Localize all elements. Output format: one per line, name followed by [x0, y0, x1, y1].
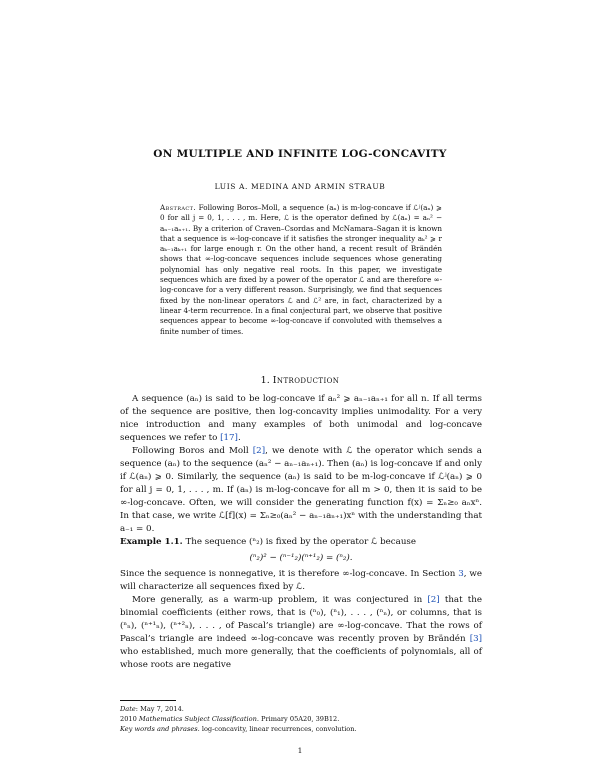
abstract	[160, 203, 442, 337]
example-1-1	[120, 536, 482, 549]
citation-link[interactable]: [17]	[220, 433, 238, 443]
footnote-keywords-value: log-concavity, linear recurrences, convolution.	[199, 725, 357, 733]
citation-link[interactable]: [3]	[469, 634, 482, 644]
body-text	[120, 393, 482, 672]
paragraph-3-text-b: , we will characterize all sequences fixed by ℒ.	[120, 569, 482, 592]
citation-link[interactable]: [2]	[427, 595, 440, 605]
paragraph-3	[120, 568, 482, 594]
paper-title: ON MULTIPLE AND INFINITE LOG-CONCAVITY	[153, 148, 447, 160]
footnote-msc-year: 2010	[120, 715, 139, 723]
paragraph-3-text-a: Since the sequence is nonnegative, it is therefore ∞-log-concave. In Section	[120, 569, 459, 579]
footnotes	[120, 700, 482, 734]
paragraph-4-text-c: who established, much more generally, that the coefficients of polynomials, all of whose roots are negative	[120, 647, 482, 670]
paragraph-2-text-a: Following Boros and Moll	[132, 446, 253, 456]
footnote-msc	[120, 714, 482, 724]
paragraph-4-text-a: More generally, as a warm-up problem, it was conjectured in	[132, 595, 428, 605]
footnote-date-label: Date	[120, 705, 136, 713]
section-number: 1.	[260, 375, 270, 386]
footnote-date-value: : May 7, 2014.	[135, 705, 184, 713]
abstract-label: Abstract.	[160, 203, 197, 212]
section-title: Introduction	[272, 375, 340, 386]
section-link[interactable]: 3	[458, 569, 464, 579]
footnote-keywords	[120, 724, 482, 734]
footnote-msc-value: Primary 05A20, 39B12.	[258, 715, 340, 723]
paragraph-4-text-b: that the binomial coefficients (either rows, that is (ⁿ₀), (ⁿ₁), . . . , (ⁿₙ), or columns, that is (ⁿₙ), (ⁿ⁺¹ₙ), (ⁿ⁺²ₙ), . . . , of Pascal’s triangle) are ∞-log-concave. That the rows of Pascal’s triangle are indeed ∞-log-concave was recently proven by Brändén	[120, 595, 482, 644]
footnote-date	[120, 704, 482, 714]
footnote-rule	[120, 700, 176, 701]
paragraph-2	[120, 445, 482, 536]
page-number: 1	[297, 746, 303, 755]
equation-display: (ⁿ₂)² − (ⁿ⁻¹₂)(ⁿ⁺¹₂) = (ⁿ₂).	[249, 553, 353, 563]
paragraph-1-text: A sequence (aₙ) is said to be log-concave if aₙ² ⩾ aₙ₋₁aₙ₊₁ for all n. If all terms of the sequence are positive, then log-concavity implies unimodality. For a very nice introduction and many examples of both unimodal and log-concave sequences we refer to	[120, 394, 482, 443]
paragraph-2-text-b: , we denote with ℒ the operator which sends a sequence (aₙ) to the sequence (aₙ² − aₙ₋₁aₙ₊₁). Then (aₙ) is log-concave if and only if ℒ(aₙ) ⩾ 0. Similarly, the sequence (aₙ) is said to be m-log-concave if ℒʲ(aₙ) ⩾ 0 for all j = 0, 1, . . . , m. If (aₙ) is m-log-concave for all m > 0, then it is said to be ∞-log-concave. Often, we will consider the generating function f(x) = Σₙ≥₀ aₙxⁿ. In that case, we write ℒ[f](x) = Σₙ≥₀(aₙ² − aₙ₋₁aₙ₊₁)xⁿ with the understanding that a₋₁ = 0.	[120, 446, 482, 534]
paragraph-4	[120, 594, 482, 672]
example-text: The sequence (ⁿ₂) is fixed by the operator ℒ because	[182, 537, 417, 547]
section-heading	[0, 375, 600, 386]
example-label: Example 1.1.	[120, 537, 183, 547]
paragraph-1-end: .	[237, 433, 241, 443]
paper-authors: LUIS A. MEDINA AND ARMIN STRAUB	[214, 182, 386, 191]
paragraph-1	[120, 393, 482, 445]
footnote-keywords-label: Key words and phrases.	[120, 725, 200, 733]
citation-link[interactable]: [2]	[252, 446, 266, 456]
abstract-text: Following Boros–Moll, a sequence (aₙ) is m-log-concave if ℒʲ(aₙ) ⩾ 0 for all j = 0, 1, . . . , m. Here, ℒ is the operator defined by ℒ(aₙ) = aₙ² − aₙ₋₁aₙ₊₁. By a criterion of Craven–Csordas and McNamara–Sagan it is known that a sequence is ∞-log-concave if it satisfies the stronger inequality aₖ² ⩾ r aₖ₋₁aₖ₊₁ for large enough r. On the other hand, a recent result of Brändén shows that ∞-log-concave sequences include sequences whose generating polynomial has only negative real roots. In this paper, we investigate sequences which are fixed by a power of the operator ℒ and are therefore ∞-log-concave for a very different reason. Surprisingly, we find that sequences fixed by the non-linear operators ℒ and ℒ² are, in fact, characterized by a linear 4-term recurrence. In a final conjectural part, we observe that positive sequences appear to become ∞-log-concave if convoluted with themselves a finite number of times.	[160, 203, 442, 336]
footnote-msc-label: Mathematics Subject Classification.	[138, 715, 259, 723]
